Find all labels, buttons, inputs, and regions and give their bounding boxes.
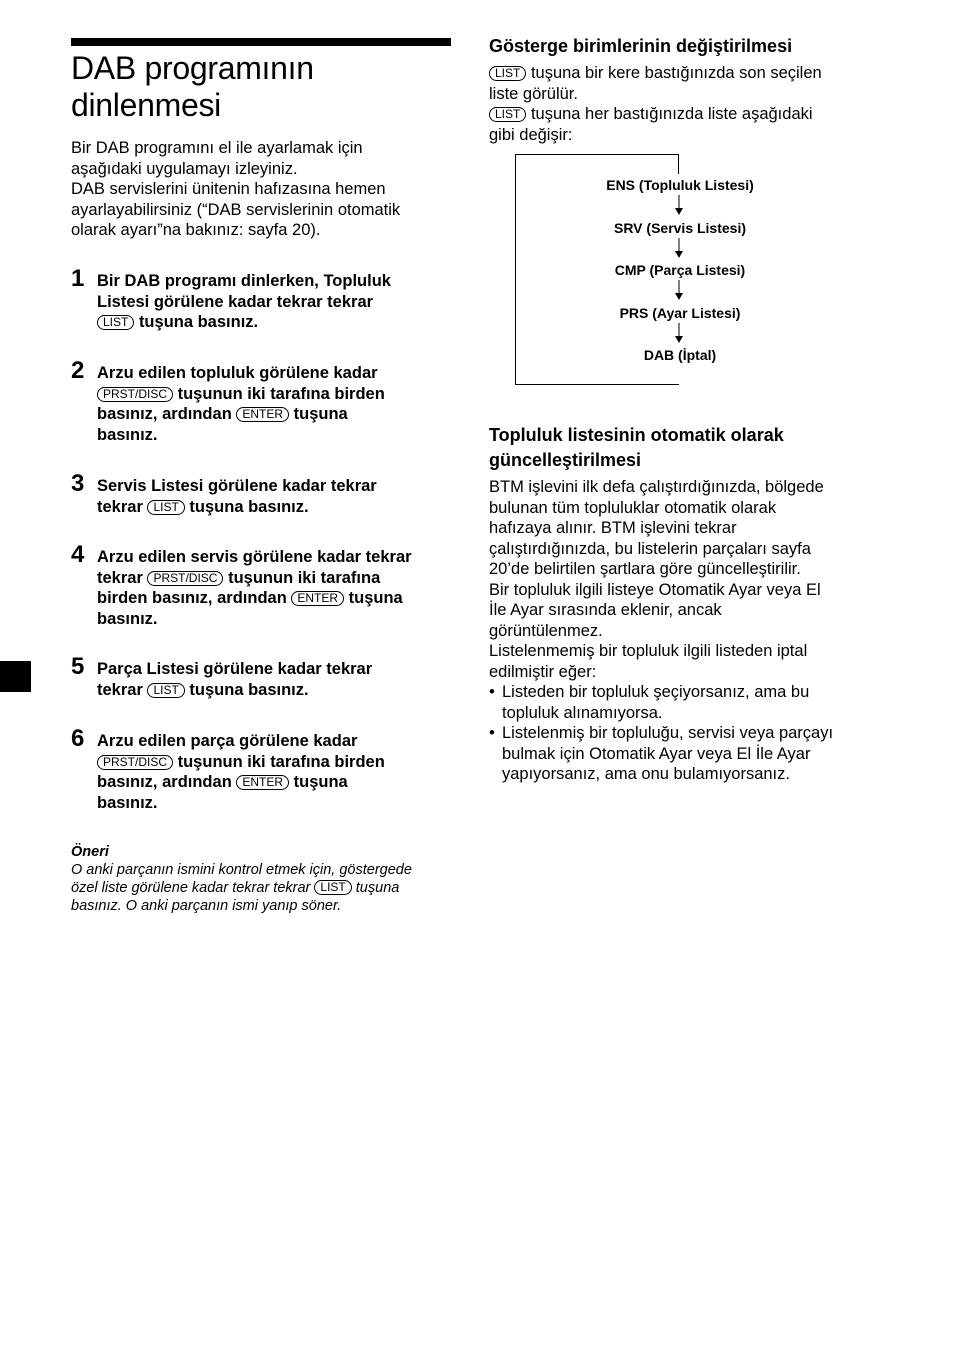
tip-heading: Öneri <box>71 844 109 860</box>
text-line: liste görülür. <box>489 84 578 103</box>
down-arrow-icon <box>672 280 686 300</box>
text-line: tekrar <box>97 497 143 516</box>
text-line: basınız, ardından <box>97 773 232 791</box>
text-line: Arzu edilen parça görülene kadar <box>97 732 358 750</box>
text-line: tuşuna basınız. <box>189 680 309 699</box>
list-button-label: LIST <box>489 107 526 122</box>
text-line: Topluluk listesinin otomatik olarak <box>489 425 784 445</box>
text-line: tuşunun iki tarafına birden <box>177 752 385 771</box>
bullet-item: • Listelenmiş bir topluluğu, servisi veya parçayı bulmak için Otomatik Ayar veya El İle Ayar yapıyorsanız, ama onu bulamıyorsanız. <box>489 723 892 785</box>
text-line: olarak ayarı”na bakınız: sayfa 20). <box>71 221 321 239</box>
text-line: tuşuna bir kere bastığınızda son seçilen <box>530 64 822 82</box>
step-number: 2 <box>71 357 85 384</box>
text-line: tuşuna her bastığınızda liste aşağıdaki <box>530 105 813 123</box>
text-line: O anki parçanın ismini kontrol etmek için, göstergede <box>71 862 412 878</box>
intro-paragraph <box>71 138 456 241</box>
down-arrow-icon <box>672 238 686 258</box>
tip-box <box>71 843 456 915</box>
text-line: tuşuna <box>293 773 348 791</box>
step-1 <box>71 265 456 333</box>
list-button-label: LIST <box>97 315 134 330</box>
step-5 <box>71 653 456 700</box>
step-number: 5 <box>71 653 85 680</box>
title-line: DAB programının <box>71 50 314 86</box>
text-line: edilmiştir eğer: <box>489 662 597 681</box>
step-number: 3 <box>71 470 85 497</box>
text-line: tuşuna <box>355 880 400 896</box>
text-line: 20’de belirtilen şartlara göre güncelleştirilir. <box>489 560 801 578</box>
enter-button-label: ENTER <box>236 775 289 790</box>
text-line: basınız. O anki parçanın ismi yanıp söner. <box>71 898 342 914</box>
list-button-label: LIST <box>147 683 184 698</box>
text-line: basınız, ardından <box>97 405 232 423</box>
prst-disc-button-label: PRST/DISC <box>97 755 173 770</box>
text-line: görüntülenmez. <box>489 621 603 640</box>
section-tab-marker <box>0 661 31 692</box>
text-line: Servis Listesi görülene kadar tekrar <box>97 477 377 495</box>
text-line: özel liste görülene kadar tekrar tekrar <box>71 880 311 896</box>
prst-disc-button-label: PRST/DISC <box>147 571 223 586</box>
step-number: 6 <box>71 725 85 752</box>
step-6 <box>71 725 456 813</box>
text-line: tekrar <box>97 568 143 587</box>
step-4 <box>71 541 456 629</box>
text-line: tuşuna <box>293 405 348 423</box>
text-line: Listelenmemiş bir topluluk ilgili listeden iptal <box>489 642 808 660</box>
text-line: Arzu edilen servis görülene kadar tekrar <box>97 548 412 566</box>
flow-item: ENS (Topluluk Listesi) <box>606 177 754 193</box>
text-line: gibi değişir: <box>489 125 573 144</box>
enter-button-label: ENTER <box>236 407 289 422</box>
text-line: tuşuna <box>348 589 403 607</box>
section1-body <box>489 63 889 145</box>
text-line: birden basınız, ardından <box>97 589 287 607</box>
step-number: 4 <box>71 541 85 568</box>
text-line: İle Ayar sırasında eklenir, ancak <box>489 601 722 619</box>
section-heading <box>489 423 784 473</box>
text-line: tuşuna basınız. <box>138 313 259 331</box>
text-line: Bir topluluk ilgili listeye Otomatik Ayar veya El <box>489 580 821 599</box>
step-2 <box>71 357 456 445</box>
text-line: basınız. <box>97 609 158 628</box>
prst-disc-button-label: PRST/DISC <box>97 387 173 402</box>
flow-item: DAB (İptal) <box>643 347 717 363</box>
text-line: tuşunun iki tarafına birden <box>177 384 385 403</box>
list-button-label: LIST <box>489 66 526 81</box>
text-line: topluluk alınamıyorsa. <box>502 703 663 722</box>
text-line: yapıyorsanız, ama onu bulamıyorsanız. <box>502 765 790 783</box>
text-line: DAB servislerini ünitenin hafızasına hemen <box>71 180 386 198</box>
page-title <box>71 50 451 124</box>
text-line: basınız. <box>97 425 158 444</box>
text-line: Parça Listesi görülene kadar tekrar <box>97 660 373 678</box>
enter-button-label: ENTER <box>291 591 344 606</box>
text-line: Listeden bir topluluk şeçiyorsanız, ama bu <box>502 683 810 701</box>
text-line: tekrar <box>97 680 143 699</box>
flow-item: SRV (Servis Listesi) <box>613 220 747 236</box>
title-line: dinlenmesi <box>71 87 221 123</box>
text-line: Bir DAB programını el ile ayarlamak için <box>71 139 363 157</box>
text-line: aşağıdaki uygulamayı izleyiniz. <box>71 159 298 178</box>
text-line: basınız. <box>97 793 158 812</box>
down-arrow-icon <box>672 195 686 215</box>
step-3 <box>71 470 456 517</box>
text-line: güncelleştirilmesi <box>489 450 642 470</box>
text-line: tuşuna basınız. <box>189 497 309 516</box>
section-heading: Gösterge birimlerinin değiştirilmesi <box>489 36 793 56</box>
step-number: 1 <box>71 265 85 292</box>
list-button-label: LIST <box>147 500 184 515</box>
bullet-item: • Listeden bir topluluk şeçiyorsanız, ama bu topluluk alınamıyorsa. <box>489 682 892 723</box>
text-line: bulmak için Otomatik Ayar veya El İle Ayar <box>502 744 811 763</box>
text-line: ayarlayabilirsiniz (“DAB servislerinin otomatik <box>71 200 401 219</box>
text-line: Listelenmiş bir topluluğu, servisi veya parçayı <box>502 724 834 742</box>
text-line: Bir DAB programı dinlerken, Topluluk <box>97 272 391 290</box>
flow-item: PRS (Ayar Listesi) <box>619 305 741 321</box>
text-line: hafızaya alınır. BTM işlevini tekrar <box>489 519 737 537</box>
flow-item: CMP (Parça Listesi) <box>614 262 746 278</box>
text-line: Listesi görülene kadar tekrar tekrar <box>97 292 374 311</box>
flow-loop-connector <box>678 154 679 174</box>
text-line: BTM işlevini ilk defa çalıştırdığınızda, bölgede <box>489 478 824 496</box>
list-button-label: LIST <box>314 880 351 895</box>
text-line: Arzu edilen topluluk görülene kadar <box>97 364 378 382</box>
text-line: bulunan tüm topluluklar otomatik olarak <box>489 498 777 517</box>
title-rule <box>71 38 451 46</box>
down-arrow-icon <box>672 323 686 343</box>
text-line: tuşunun iki tarafına <box>228 568 381 587</box>
section2-body <box>489 477 889 682</box>
text-line: çalıştırdığınızda, bu listelerin parçaları sayfa <box>489 539 811 558</box>
